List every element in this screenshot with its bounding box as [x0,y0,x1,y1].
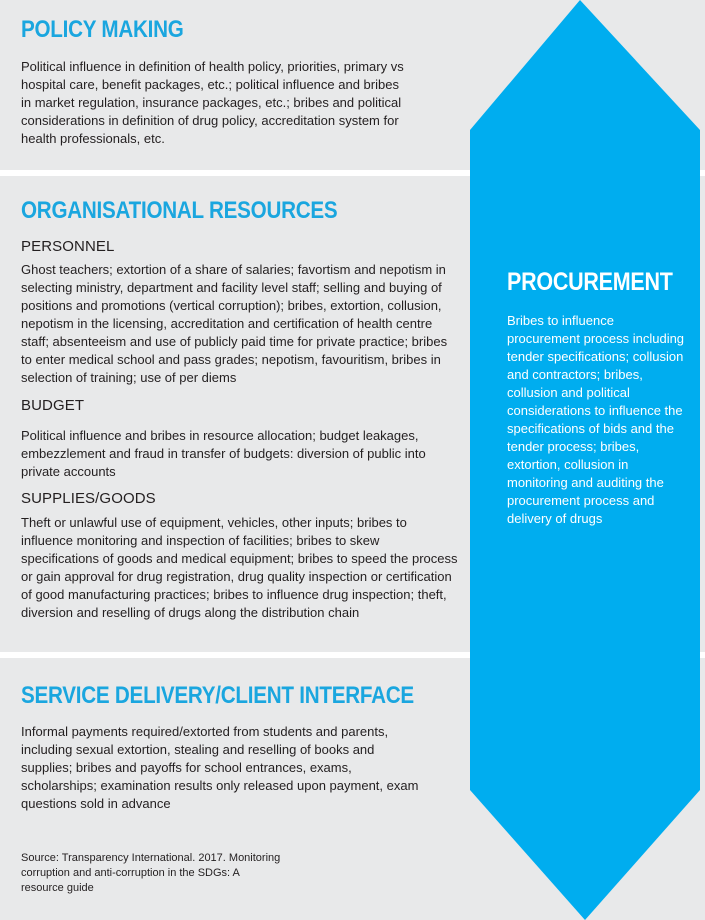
budget-label: BUDGET [21,397,85,414]
procurement-text: Bribes to influence procurement process including tender specifications; collusion and contractors; bribes, collusion and political considerations to influence the specifications of bids and the tender process; bribes, extortion, collusion in monitoring and auditing the procurement process and delivery of drugs [507,313,685,526]
service-delivery-text: Informal payments required/extorted from students and parents, including sexual extortion, stealing and reselling of books and supplies; bribes and payoffs for school entrances, exams, scholarships; examination results only released upon payment, exam questions sold in advance [21,724,419,811]
procurement-title: PROCUREMENT [507,268,673,296]
budget-text: Political influence and bribes in resource allocation; budget leakages, embezzlement and fraud in transfer of budgets: diversion of public into private accounts [21,428,426,479]
organisational-resources-title: ORGANISATIONAL RESOURCES [21,197,338,224]
supplies-goods-text: Theft or unlawful use of equipment, vehicles, other inputs; bribes to influence monitoring and inspection of facilities; bribes to skew specifications of goods and medical equipment; bribes to speed the process or gain approval for drug registration, drug quality inspection or certification of good manufacturing practices; bribes to influence drug inspection; theft, diversion and reselling of drugs along the distribution chain [21,515,458,620]
personnel-text: Ghost teachers; extortion of a share of salaries; favortism and nepotism in selecting ministry, department and facility level staff; selling and buying of positions and promotions (vertical corruption); bribes, extortion, collusion, nepotism in the licensing, accreditation and certification of health centre staff; absenteeism and use of publicly paid time for private practice; bribes to enter medical school and pass grades; nepotism, favouritism, bribes in selection of training; use of per diems [21,262,448,385]
policy-making-title: POLICY MAKING [21,16,184,43]
source-note: Source: Transparency International. 2017. Monitoring corruption and anti-corruption in the SDGs: A resource guide [21,852,281,894]
personnel-label: PERSONNEL [21,238,115,255]
policy-making-text: Political influence in definition of health policy, priorities, primary vs hospital care, benefit packages, etc.; political influence and bribes in market regulation, insurance packages, etc.; bribes and political considerations in definition of drug policy, accreditation system for health professionals, etc. [21,59,404,146]
supplies-goods-label: SUPPLIES/GOODS [21,490,156,507]
service-delivery-title: SERVICE DELIVERY/CLIENT INTERFACE [21,682,414,709]
